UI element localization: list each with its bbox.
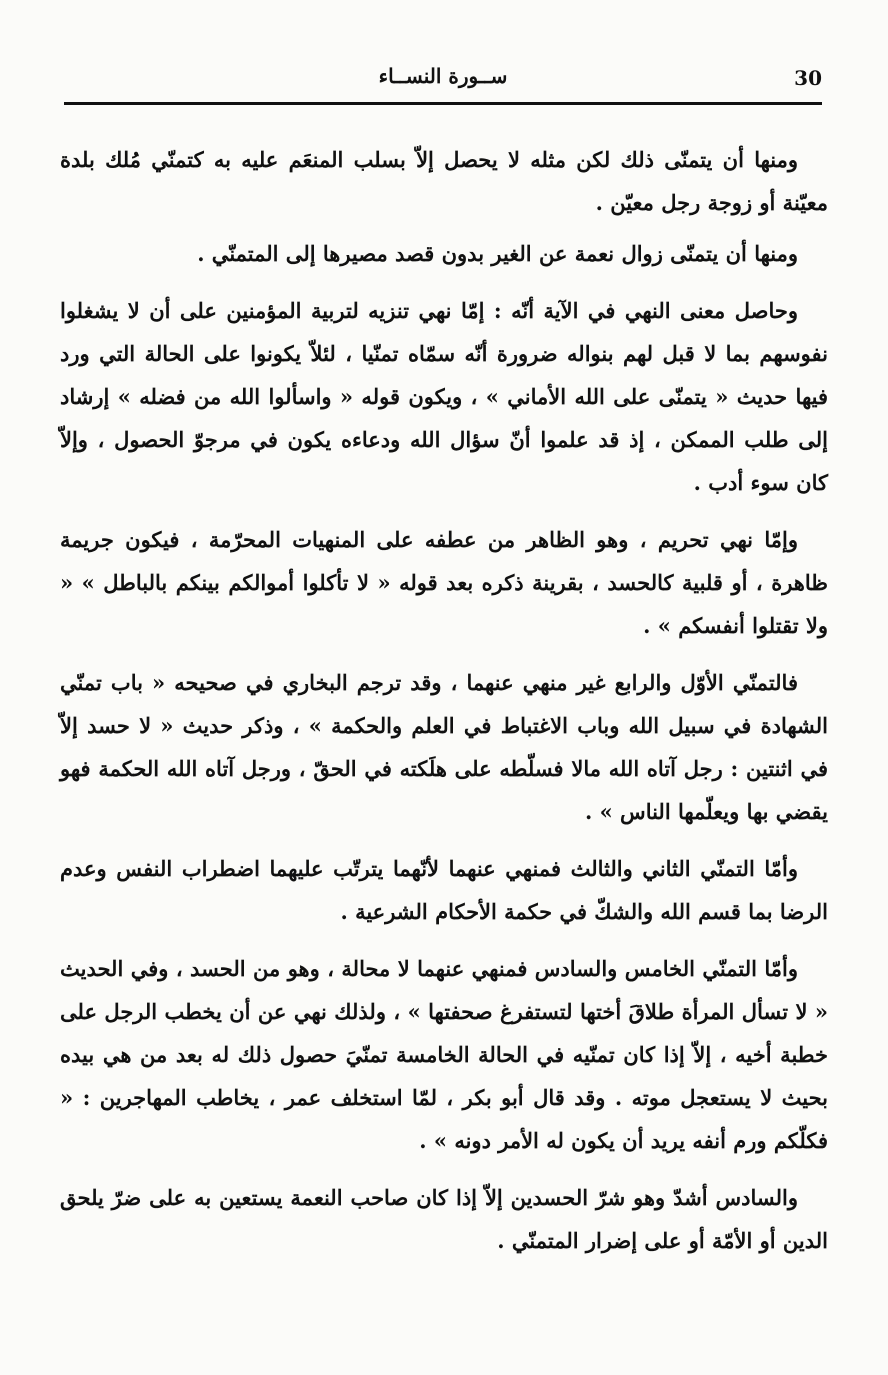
paragraph: ومنها أن يتمنّى ذلك لكن مثله لا يحصل إلاّ بسلب المنعَم عليه به كتمنّي مُلك بلدة معيّنة أو زوجة رجل معيّن . (60, 147, 828, 215)
page-header (64, 58, 822, 105)
paragraph: والسادس أشدّ وهو شرّ الحسدين إلاّ إذا كان صاحب النعمة يستعين به على ضرّ يلحق الدين أو الأمّة أو على إضرار المتمنّي . (60, 1185, 828, 1253)
page-body (60, 138, 828, 1276)
paragraph: ومنها أن يتمنّى زوال نعمة عن الغير بدون قصد مصيرها إلى المتمنّي . (197, 241, 798, 266)
paragraph: وأمّا التمنّي الخامس والسادس فمنهي عنهما لا محالة ، وهو من الحسد ، وفي الحديث « لا تسأل المرأة طلاقَ أختها لتستفرغ صحفتها » ، ولذلك نهي عن أن يخطب الرجل على خطبة أخيه ، إلاّ إذا كان تمنّيه في الحالة الخامسة تمنّيَ حصول ذلك له بعد من هي بيده بحيث لا يستعجل موته . وقد قال أبو بكر ، لمّا استخلف عمر ، يخاطب المهاجرين : « فكلّكم ورم أنفه يريد أن يكون له الأمر دونه » . (60, 956, 828, 1153)
page-number: 30 (794, 66, 822, 90)
paragraph: وإمّا نهي تحريم ، وهو الظاهر من عطفه على المنهيات المحرّمة ، فيكون جريمة ظاهرة ، أو قلبية كالحسد ، بقرينة ذكره بعد قوله « لا تأكلوا أموالكم بينكم بالباطل » « ولا تقتلوا أنفسكم » . (60, 527, 828, 638)
paragraph: فالتمنّي الأوّل والرابع غير منهي عنهما ، وقد ترجم البخاري في صحيحه « باب تمنّي الشهادة في سبيل الله وباب الاغتباط في العلم والحكمة » ، وذكر حديث « لا حسد إلاّ في اثنتين : رجل آتاه الله مالا فسلّطه على هلَكته في الحقّ ، ورجل آتاه الله الحكمة فهو يقضي بها ويعلّمها الناس » . (60, 670, 828, 824)
paragraph: وحاصل معنى النهي في الآية أنّه : إمّا نهي تنزيه لتربية المؤمنين على أن لا يشغلوا نفوسهم بما لا قبل لهم بنواله ضرورة أنّه سمّاه تمنّيا ، لئلاّ يكونوا على الحالة التي ورد فيها حديث « يتمنّى على الله الأماني » ، ويكون قوله « واسألوا الله من فضله » إرشاد إلى طلب الممكن ، إذ قد علموا أنّ سؤال الله ودعاءه يكون في مرجوّ الحصول ، وإلاّ كان سوء أدب . (60, 298, 828, 495)
running-title: ســورة النســاء (378, 64, 508, 88)
paragraph: وأمّا التمنّي الثاني والثالث فمنهي عنهما لأنّهما يترتّب عليهما اضطراب النفس وعدم الرضا بما قسم الله والشكّ في حكمة الأحكام الشرعية . (60, 856, 828, 924)
